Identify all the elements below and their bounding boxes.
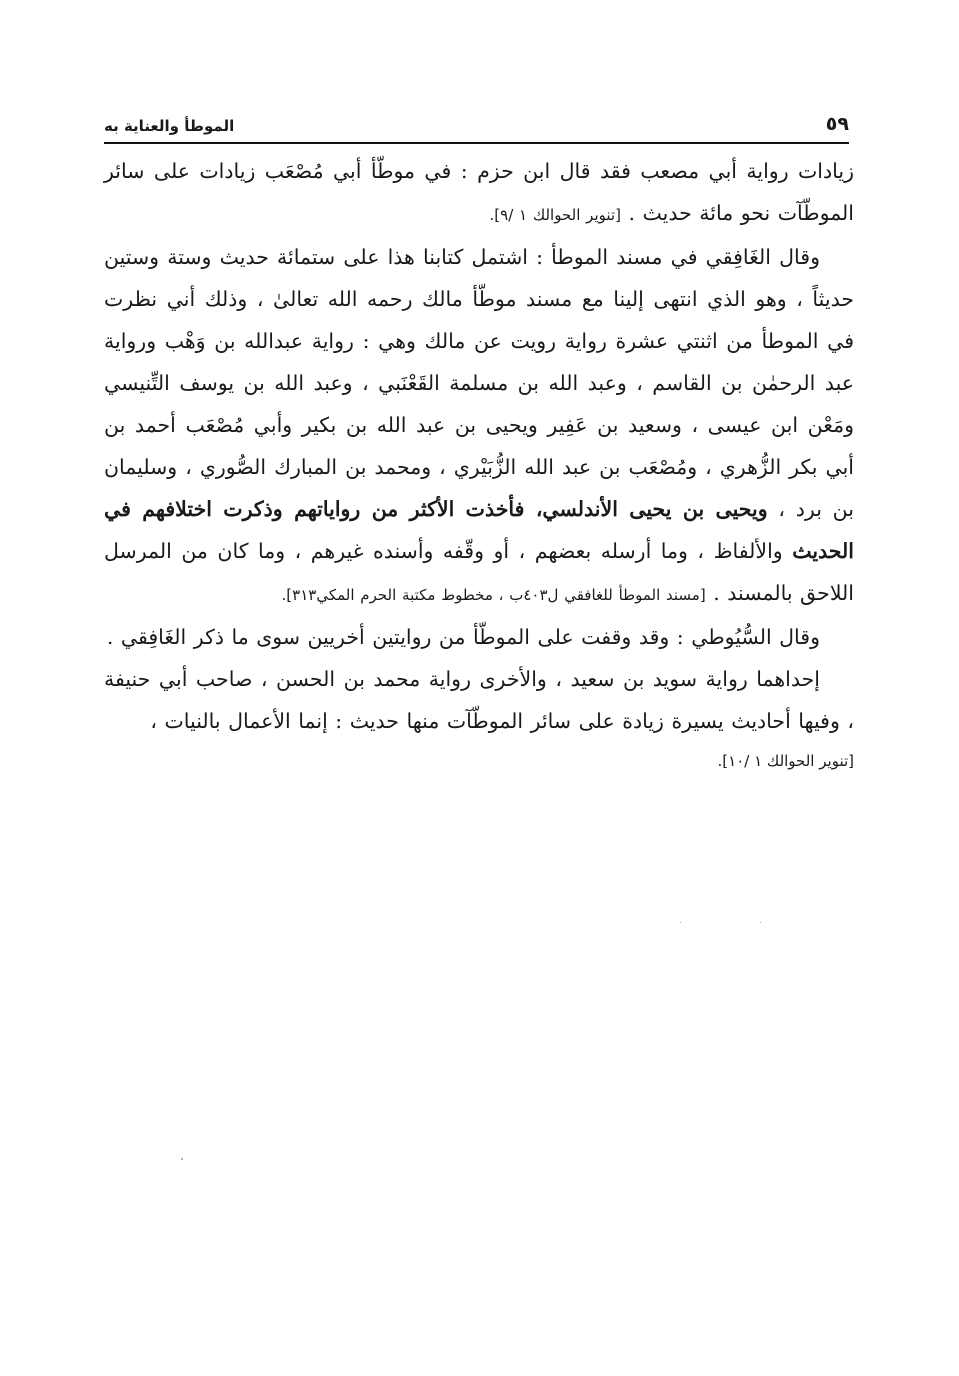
- running-header: [104, 106, 849, 134]
- scan-speck: [680, 922, 681, 923]
- running-header-title: الموطأ والعناية به: [104, 117, 235, 135]
- paragraph-two-narrations: [104, 658, 854, 742]
- header-divider: [104, 142, 849, 144]
- page-number: ٥٩: [825, 113, 849, 135]
- citation: [مسند الموطأ للغافقي ل٤٠٣ب ، مخطوط مكتبة الحرم المكي٣١٣].: [281, 586, 706, 604]
- scan-speck: [760, 922, 761, 923]
- paragraph-text: وقال السُّيُوطي : وقد وقفت على الموطّأ من روايتين أخريين سوى ما ذكر الغَافِقي .: [106, 625, 820, 649]
- scan-speck: [181, 1158, 183, 1160]
- citation: [تنوير الحوالك ١ /٩].: [489, 206, 621, 224]
- paragraph-text: وقال الغَافِقي في مسند الموطأ : اشتمل كتابنا هذا على ستمائة حديث وستة وستين حديثاً ، وهو الذي انتهى إلينا مع مسند موطّأ مالك رحمه الله تعالىٰ ، وذلك أني نظرت في الموطأ من اثنتي عشرة رواية رويت عن مالك وهي : رواية عبدالله بن وَهْب ورواية عبد الرحمٰن بن القاسم ، وعبد الله بن مسلمة القَعْنَبي ، وعبد الله بن يوسف التِّنيسي ومَعْن ابن عيسى ، وسعيد بن عَفِير ويحيى بن عبد الله بن بكير وأبي مُصْعَب أحمد بن أبي بكر الزُّهري ، ومُصْعَب بن عبد الله الزُّبَيْري ، ومحمد بن المبارك الصُّوري ، وسليمان بن برد ،: [104, 245, 854, 521]
- paragraph-suyuti: [104, 616, 854, 658]
- citation: [تنوير الحوالك ١ /١٠].: [717, 752, 854, 770]
- paragraph-text: زيادات رواية أبي مصعب فقد قال ابن حزم : في موطّأ أبي مُصْعَب زيادات على سائر الموطّآت نحو مائة حديث .: [104, 159, 854, 225]
- paragraph-ghafiqi: [104, 236, 854, 616]
- paragraph-tail-text: والألفاظ ، وما أرسله بعضهم ، أو وقّفه وأسنده غيرهم ، وما كان من المرسل اللاحق بالمسند .: [104, 539, 854, 605]
- paragraph-bold-text: ويحيى بن يحيى الأندلسي، فأخذت الأكثر من رواياتهم وذكرت اختلافهم في الحديث: [104, 497, 854, 563]
- paragraph-abu-musab: [104, 150, 854, 236]
- body-text: [104, 150, 854, 780]
- paragraph-text: إحداهما رواية سويد بن سعيد ، والأخرى رواية محمد بن الحسن ، صاحب أبي حنيفة ، وفيها أحاديث يسيرة زيادة على سائر الموطّآت منها حديث : إنما الأعمال بالنيات ،: [104, 667, 854, 733]
